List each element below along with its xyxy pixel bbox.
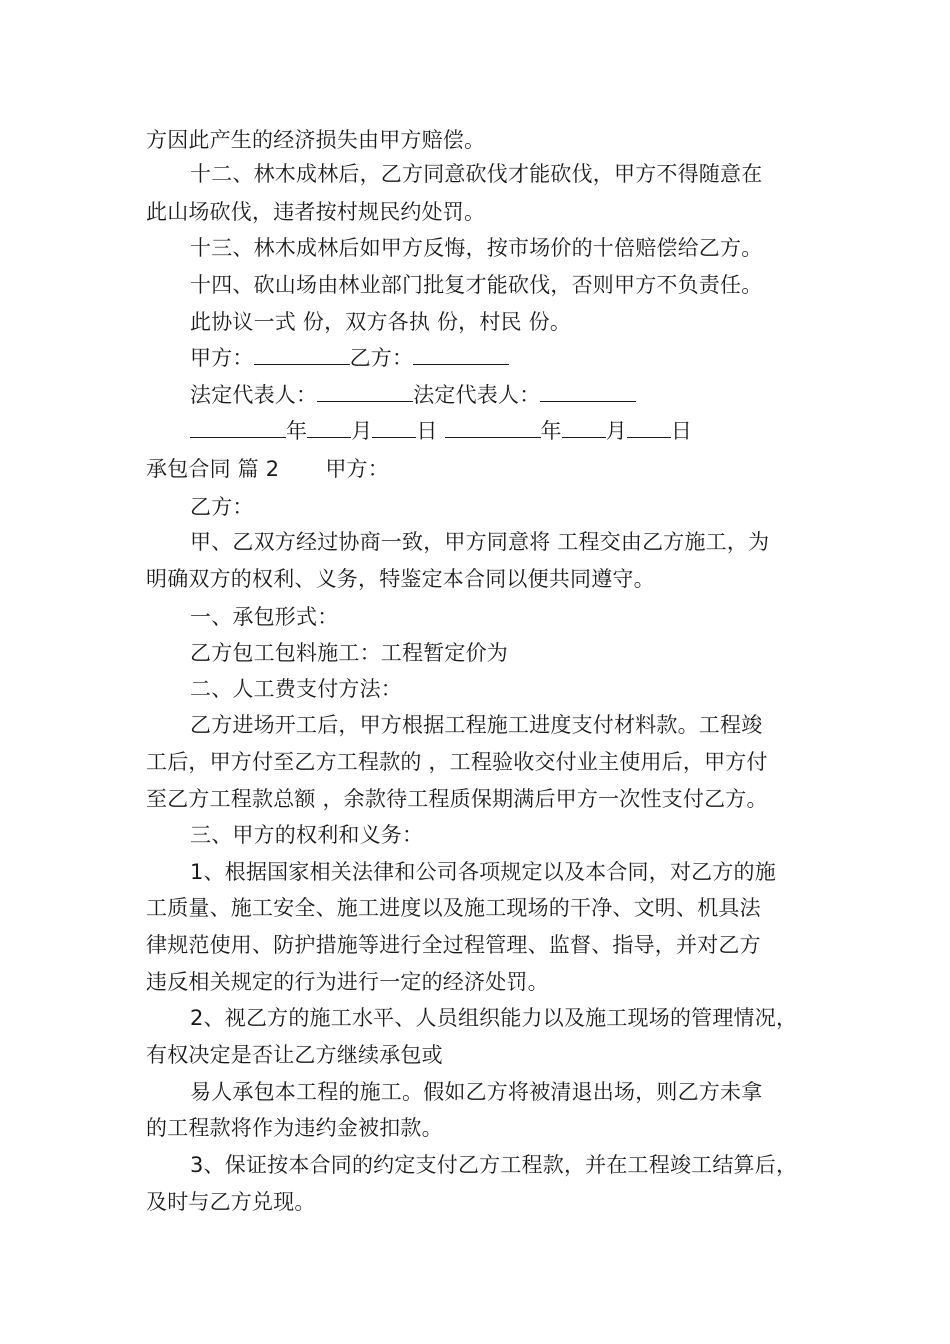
clause-14: 十四、砍山场由林业部门批复才能砍伐，否则甲方不负责任。 bbox=[190, 273, 763, 297]
copies-line: 此协议一式 份，双方各执 份，村民 份。 bbox=[190, 310, 572, 334]
paragraph-line: 及时与乙方兑现。 bbox=[146, 1190, 316, 1214]
legal-rep-a-blank bbox=[317, 381, 413, 402]
clause-13: 十三、林木成林后如甲方反悔，按市场价的十倍赔偿给乙方。 bbox=[190, 236, 763, 260]
preamble-line-2: 明确双方的权利、义务，特鉴定本合同以便共同遵守。 bbox=[146, 567, 655, 591]
paragraph-line: 3、保证按本合同的约定支付乙方工程款，并在工程竣工结算后， bbox=[190, 1153, 798, 1177]
day-label-2: 日 bbox=[670, 419, 693, 443]
party-signature-line bbox=[190, 344, 509, 372]
party-a-label: 甲方： bbox=[190, 346, 254, 370]
party-a-label-2: 甲方： bbox=[325, 457, 389, 481]
party-a-blank bbox=[254, 344, 350, 365]
party-b-label-2: 乙方： bbox=[190, 495, 254, 519]
paragraph-line: 方因此产生的经济损失由甲方赔偿。 bbox=[146, 128, 486, 152]
section-heading-3: 三、甲方的权利和义务： bbox=[190, 823, 424, 847]
section-title: 承包合同 篇 2 bbox=[146, 457, 280, 481]
day-label: 日 bbox=[416, 419, 438, 443]
paragraph-line: 至乙方工程款总额 ，余款待工程质保期满后甲方一次性支付乙方。 bbox=[146, 787, 768, 811]
paragraph-line: 律规范使用、防护措施等进行全过程管理、监督、指导，并对乙方 bbox=[146, 933, 761, 957]
paragraph-line: 1、根据国家相关法律和公司各项规定以及本合同，对乙方的施 bbox=[190, 860, 776, 884]
year-label-2: 年 bbox=[540, 419, 562, 443]
paragraph-line: 乙方包工包料施工：工程暂定价为 bbox=[190, 641, 508, 665]
paragraph-line: 有权决定是否让乙方继续承包或 bbox=[146, 1043, 443, 1067]
month-label: 月 bbox=[351, 419, 373, 443]
clause-12-line-1: 十二、林木成林后，乙方同意砍伐才能砍伐，甲方不得随意在 bbox=[190, 162, 763, 186]
paragraph-line: 工后，甲方付至乙方工程款的 ，工程验收交付业主使用后，甲方付 bbox=[146, 750, 768, 774]
month-blank bbox=[307, 417, 351, 438]
party-b-blank bbox=[413, 344, 509, 365]
paragraph-line: 工质量、施工安全、施工进度以及施工现场的干净、文明、机具法 bbox=[146, 896, 761, 920]
date-line bbox=[190, 417, 692, 445]
legal-rep-line bbox=[190, 381, 636, 409]
contract-2-heading bbox=[146, 455, 389, 483]
legal-rep-a-label: 法定代表人： bbox=[190, 383, 318, 407]
section-heading-2: 二、人工费支付方法： bbox=[190, 677, 402, 701]
month-label-2: 月 bbox=[605, 419, 627, 443]
year-blank bbox=[190, 417, 286, 438]
day-blank bbox=[372, 417, 416, 438]
paragraph-line: 易人承包本工程的施工。假如乙方将被清退出场，则乙方未拿 bbox=[190, 1080, 763, 1104]
year-label: 年 bbox=[286, 419, 308, 443]
day-blank-2 bbox=[627, 417, 671, 438]
party-b-label: 乙方： bbox=[349, 346, 414, 370]
month-blank-2 bbox=[562, 417, 606, 438]
clause-12-line-2: 此山场砍伐，违者按村规民约处罚。 bbox=[146, 200, 486, 224]
section-heading-1: 一、承包形式： bbox=[190, 605, 339, 629]
paragraph-line: 的工程款将作为违约金被扣款。 bbox=[146, 1116, 443, 1140]
legal-rep-b-label: 法定代表人： bbox=[413, 383, 541, 407]
paragraph-line: 乙方进场开工后，甲方根据工程施工进度支付材料款。工程竣 bbox=[190, 713, 763, 737]
legal-rep-b-blank bbox=[540, 381, 636, 402]
paragraph-line: 2、视乙方的施工水平、人员组织能力以及施工现场的管理情况， bbox=[190, 1006, 798, 1030]
preamble-line-1: 甲、乙双方经过协商一致，甲方同意将 工程交由乙方施工，为 bbox=[190, 530, 770, 554]
year-blank-2 bbox=[445, 417, 541, 438]
paragraph-line: 违反相关规定的行为进行一定的经济处罚。 bbox=[146, 970, 549, 994]
